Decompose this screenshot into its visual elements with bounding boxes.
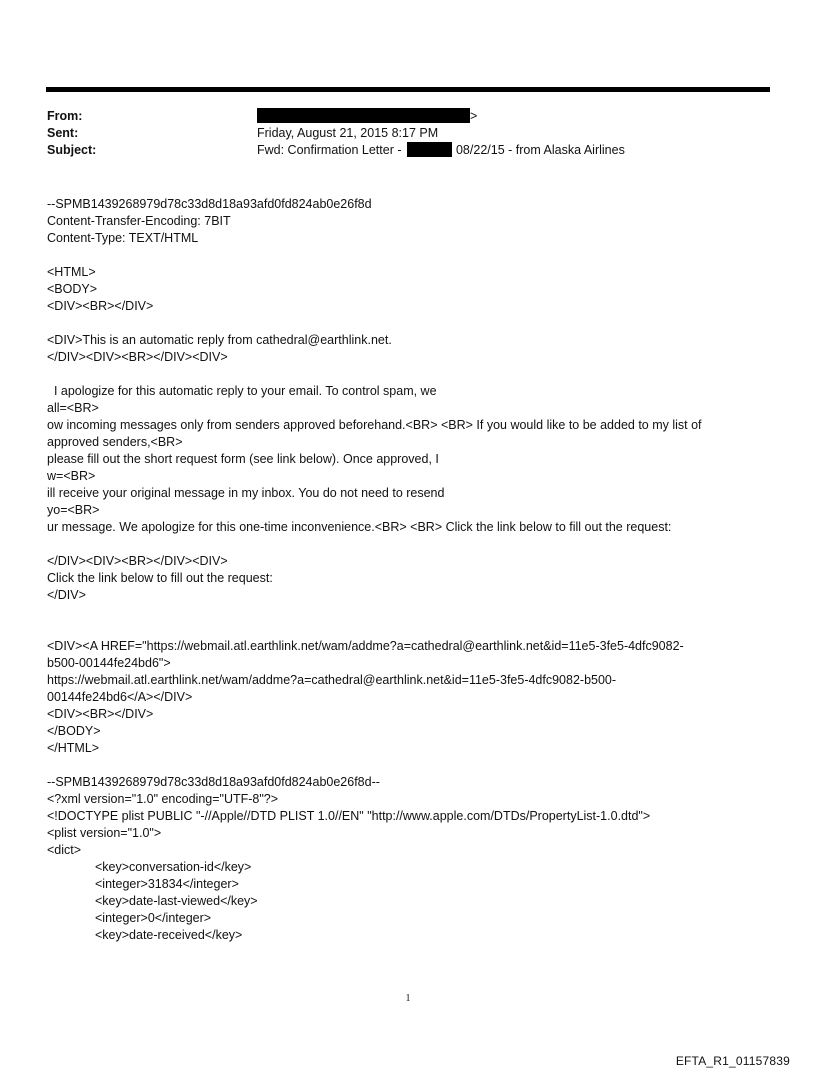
body-line <box>47 536 777 553</box>
body-line: </DIV><DIV><BR></DIV><DIV> <box>47 554 228 568</box>
body-line: ill receive your original message in my inbox. You do not need to resend <box>47 486 445 500</box>
subject-row <box>47 142 767 159</box>
redaction-bar <box>407 142 452 157</box>
body-line <box>47 315 777 332</box>
subject-suffix: 08/22/15 - from Alaska Airlines <box>455 143 625 157</box>
subject-value <box>257 142 625 159</box>
body-line: </DIV><DIV><BR></DIV><DIV> <box>47 350 228 364</box>
body-line <box>47 366 777 383</box>
body-line: Content-Type: TEXT/HTML <box>47 231 199 245</box>
body-line: --SPMB1439268979d78c33d8d18a93afd0fd824ab0e26f8d-- <box>47 775 380 789</box>
body-line-indented: <integer>31834</integer> <box>95 877 239 891</box>
subject-label: Subject: <box>47 143 97 157</box>
body-line-indented: <key>date-last-viewed</key> <box>95 894 258 908</box>
body-line-indented: <key>conversation-id</key> <box>95 860 252 874</box>
redaction-bar <box>257 108 470 123</box>
body-line: <DIV>This is an automatic reply from cathedral@earthlink.net. <box>47 333 392 347</box>
body-line: approved senders,<BR> <box>47 435 183 449</box>
body-line-indented: <key>date-received</key> <box>95 928 243 942</box>
email-body <box>47 196 777 944</box>
body-line <box>47 757 777 774</box>
body-line: yo=<BR> <box>47 503 100 517</box>
body-line: --SPMB1439268979d78c33d8d18a93afd0fd824ab0e26f8d <box>47 197 372 211</box>
sent-row <box>47 125 767 142</box>
body-line: w=<BR> <box>47 469 96 483</box>
body-line: <!DOCTYPE plist PUBLIC "-//Apple//DTD PLIST 1.0//EN" "http://www.apple.com/DTDs/PropertyList-1.0.dtd"> <box>47 809 651 823</box>
page-number: 1 <box>405 993 411 1004</box>
body-line: please fill out the short request form (see link below). Once approved, I <box>47 452 439 466</box>
body-line: <BODY> <box>47 282 98 296</box>
body-line: </HTML> <box>47 741 100 755</box>
body-line: <plist version="1.0"> <box>47 826 162 840</box>
body-line: I apologize for this automatic reply to your email. To control spam, we <box>47 384 437 398</box>
body-line: Content-Transfer-Encoding: 7BIT <box>47 214 231 228</box>
from-suffix: > <box>470 109 478 123</box>
body-line: <?xml version="1.0" encoding="UTF-8"?> <box>47 792 279 806</box>
sent-label: Sent: <box>47 126 79 140</box>
body-line: </DIV> <box>47 588 86 602</box>
body-line <box>47 621 777 638</box>
document-id: EFTA_R1_01157839 <box>675 1054 790 1068</box>
body-line: all=<BR> <box>47 401 99 415</box>
body-line <box>47 247 777 264</box>
body-line: <dict> <box>47 843 82 857</box>
from-label: From: <box>47 109 83 123</box>
sent-value: Friday, August 21, 2015 8:17 PM <box>257 126 439 140</box>
body-line-indented: <integer>0</integer> <box>95 911 212 925</box>
from-value <box>257 108 477 125</box>
body-line: ow incoming messages only from senders approved beforehand.<BR> <BR> If you would like to be added to my list of <box>47 418 702 432</box>
body-line: https://webmail.atl.earthlink.net/wam/addme?a=cathedral@earthlink.net&id=11e5-3fe5-4dfc9082-b500- <box>47 673 617 687</box>
body-line <box>47 604 777 621</box>
body-line: Click the link below to fill out the request: <box>47 571 273 585</box>
body-line: b500-00144fe24bd6"> <box>47 656 171 670</box>
body-line: 00144fe24bd6</A></DIV> <box>47 690 193 704</box>
body-line: <HTML> <box>47 265 96 279</box>
body-line: <DIV><BR></DIV> <box>47 707 154 721</box>
subject-prefix: Fwd: Confirmation Letter - <box>257 143 402 157</box>
header-rule <box>46 87 770 92</box>
body-line: <DIV><BR></DIV> <box>47 299 154 313</box>
body-line: </BODY> <box>47 724 101 738</box>
body-line: <DIV><A HREF="https://webmail.atl.earthlink.net/wam/addme?a=cathedral@earthlink.net&id=11e5-3fe5-4dfc9082- <box>47 639 684 653</box>
from-row <box>47 108 767 125</box>
email-header <box>47 108 767 159</box>
body-line: ur message. We apologize for this one-time inconvenience.<BR> <BR> Click the link below to fill out the request: <box>47 520 672 534</box>
